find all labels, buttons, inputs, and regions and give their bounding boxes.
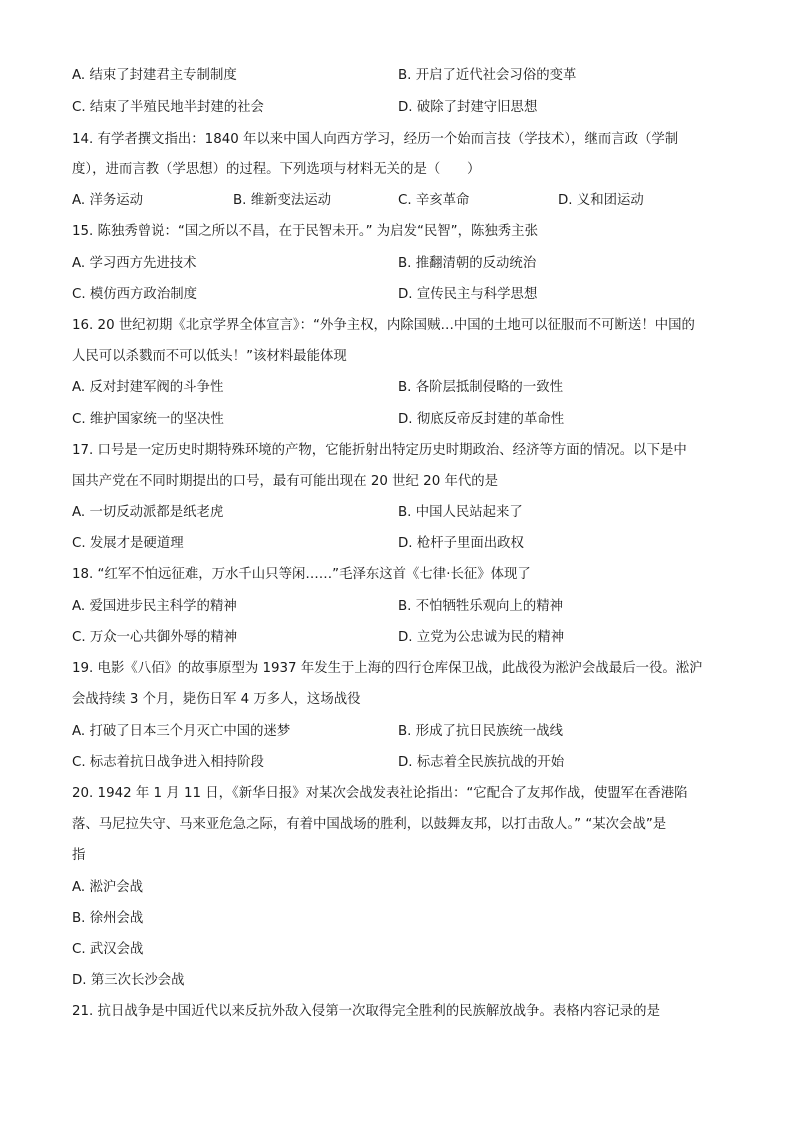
q17-option-a: A. 一切反动派都是纸老虎 bbox=[72, 505, 224, 520]
q16-stem-line-1: 16. 20 世纪初期《北京学界全体宣言》：“外争主权，内除国贼…中国的土地可以征服而不可断送！中国的 bbox=[72, 318, 695, 333]
q20-option-c: C. 武汉会战 bbox=[72, 942, 144, 957]
q14-option-d: D. 义和团运动 bbox=[558, 193, 644, 208]
q20-option-a: A. 淞沪会战 bbox=[72, 880, 143, 895]
q15-option-b: B. 推翻清朝的反动统治 bbox=[398, 256, 537, 271]
q17-option-c: C. 发展才是硬道理 bbox=[72, 536, 184, 551]
q18-option-a: A. 爱国进步民主科学的精神 bbox=[72, 599, 237, 614]
q20-option-d: D. 第三次长沙会战 bbox=[72, 973, 185, 988]
q13-option-c: C. 结束了半殖民地半封建的社会 bbox=[72, 100, 264, 115]
q18-option-d: D. 立党为公忠诚为民的精神 bbox=[398, 630, 565, 645]
q14-option-a: A. 洋务运动 bbox=[72, 193, 143, 208]
q16-stem-line-2: 人民可以杀戮而不可以低头！”该材料最能体现 bbox=[72, 349, 347, 364]
q18-option-b: B. 不怕牺牲乐观向上的精神 bbox=[398, 599, 563, 614]
q15-option-c: C. 模仿西方政治制度 bbox=[72, 287, 197, 302]
q19-option-a: A. 打破了日本三个月灭亡中国的迷梦 bbox=[72, 724, 291, 739]
q20-stem-line-1: 20. 1942 年 1 月 11 日，《新华日报》对某次会战发表社论指出：“它配合了友邦作战，使盟军在香港陷 bbox=[72, 786, 688, 801]
q17-option-d: D. 枪杆子里面出政权 bbox=[398, 536, 524, 551]
q21-stem-line-1: 21. 抗日战争是中国近代以来反抗外敌入侵第一次取得完全胜利的民族解放战争。表格内容记录的是 bbox=[72, 1004, 660, 1019]
q16-option-a: A. 反对封建军阀的斗争性 bbox=[72, 380, 224, 395]
q19-option-b: B. 形成了抗日民族统一战线 bbox=[398, 724, 563, 739]
q13-option-d: D. 破除了封建守旧思想 bbox=[398, 100, 538, 115]
q19-option-d: D. 标志着全民族抗战的开始 bbox=[398, 755, 565, 770]
q14-option-c: C. 辛亥革命 bbox=[398, 193, 470, 208]
q16-option-b: B. 各阶层抵制侵略的一致性 bbox=[398, 380, 563, 395]
q17-option-b: B. 中国人民站起来了 bbox=[398, 505, 523, 520]
q18-stem-line-1: 18. “红军不怕远征难，万水千山只等闲……”毛泽东这首《七律·长征》体现了 bbox=[72, 567, 531, 582]
q17-stem-line-2: 国共产党在不同时期提出的口号，最有可能出现在 20 世纪 20 年代的是 bbox=[72, 474, 499, 489]
q20-stem-line-2: 落、马尼拉失守、马来亚危急之际，有着中国战场的胜利，以鼓舞友邦，以打击敌人。” “某次会战”是 bbox=[72, 817, 667, 832]
q14-option-b: B. 维新变法运动 bbox=[233, 193, 332, 208]
q14-stem-line-2: 度），进而言教（学思想）的过程。下列选项与材料无关的是（ ） bbox=[72, 162, 481, 177]
q20-stem-line-3: 指 bbox=[72, 848, 86, 863]
q19-stem-line-1: 19. 电影《八佰》的故事原型为 1937 年发生于上海的四行仓库保卫战，此战役为淞沪会战最后一役。淞沪 bbox=[72, 661, 703, 676]
q19-option-c: C. 标志着抗日战争进入相持阶段 bbox=[72, 755, 264, 770]
q15-option-a: A. 学习西方先进技术 bbox=[72, 256, 197, 271]
q16-option-d: D. 彻底反帝反封建的革命性 bbox=[398, 412, 565, 427]
q13-option-b: B. 开启了近代社会习俗的变革 bbox=[398, 68, 577, 83]
q16-option-c: C. 维护国家统一的坚决性 bbox=[72, 412, 224, 427]
q18-option-c: C. 万众一心共御外辱的精神 bbox=[72, 630, 238, 645]
q17-stem-line-1: 17. 口号是一定历史时期特殊环境的产物，它能折射出特定历史时期政治、经济等方面的情况。以下是中 bbox=[72, 443, 687, 458]
q14-stem-line-1: 14. 有学者撰文指出：1840 年以来中国人向西方学习，经历一个始而言技（学技术），继而言政（学制 bbox=[72, 132, 679, 147]
q13-option-a: A. 结束了封建君主专制制度 bbox=[72, 68, 237, 83]
q15-stem-line-1: 15. 陈独秀曾说：“国之所以不昌，在于民智未开。” 为启发“民智”，陈独秀主张 bbox=[72, 224, 538, 239]
q20-option-b: B. 徐州会战 bbox=[72, 911, 144, 926]
q15-option-d: D. 宣传民主与科学思想 bbox=[398, 287, 538, 302]
q19-stem-line-2: 会战持续 3 个月，毙伤日军 4 万多人，这场战役 bbox=[72, 692, 361, 707]
